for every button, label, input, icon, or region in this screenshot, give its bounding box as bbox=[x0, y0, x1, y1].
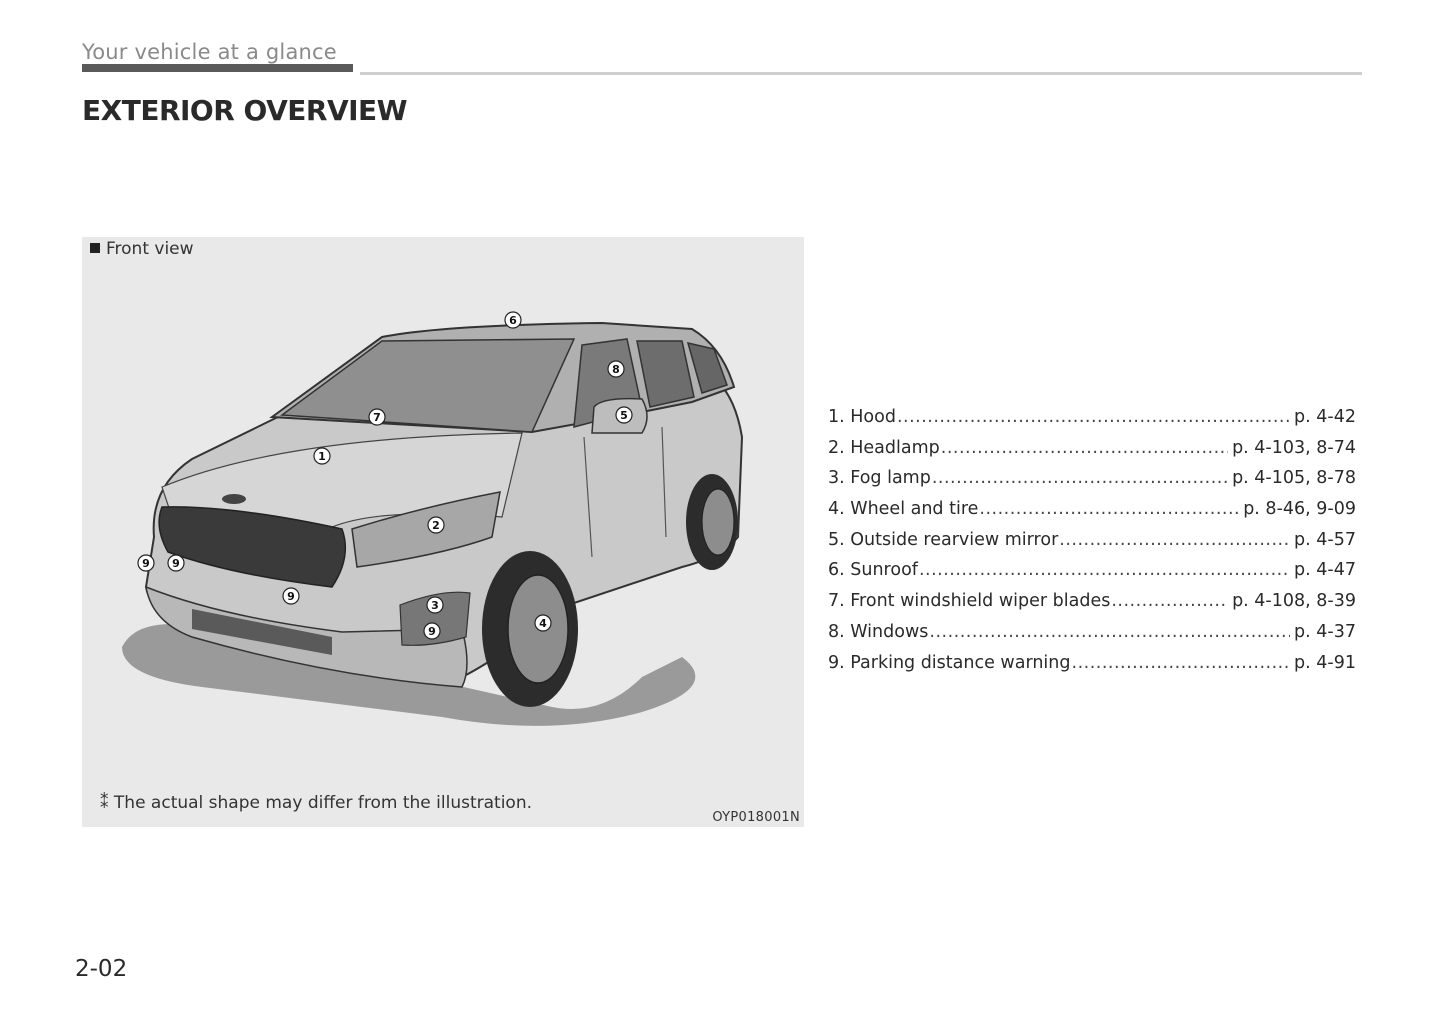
front-view-figure bbox=[82, 237, 804, 827]
svg-text:4: 4 bbox=[539, 617, 547, 630]
legend-item: 1. Hood ..... p. 4-42 bbox=[828, 407, 1356, 438]
callout-3 bbox=[427, 597, 443, 613]
callout-9d bbox=[424, 623, 440, 639]
figure-label-text: Front view bbox=[106, 239, 194, 259]
callout-9b bbox=[168, 555, 184, 571]
svg-text:9: 9 bbox=[428, 625, 436, 638]
svg-text:6: 6 bbox=[509, 314, 517, 327]
callout-7 bbox=[369, 409, 385, 425]
svg-text:1: 1 bbox=[318, 450, 326, 463]
legend-item: 9. Parking distance warning ..... p. 4-91 bbox=[828, 653, 1356, 684]
legend-item: 5. Outside rearview mirror ..... p. 4-57 bbox=[828, 530, 1356, 561]
minivan-illustration bbox=[82, 237, 804, 827]
callout-5 bbox=[616, 407, 632, 423]
callout-9a bbox=[138, 555, 154, 571]
legend-item: 8. Windows ..... p. 4-37 bbox=[828, 622, 1356, 653]
component-legend bbox=[828, 407, 1356, 683]
svg-text:3: 3 bbox=[431, 599, 439, 612]
callout-4 bbox=[535, 615, 551, 631]
svg-text:5: 5 bbox=[620, 409, 628, 422]
callout-8 bbox=[608, 361, 624, 377]
header-rule-dark bbox=[82, 64, 353, 72]
legend-item: 3. Fog lamp ..... p. 4-105, 8-78 bbox=[828, 468, 1356, 499]
svg-text:2: 2 bbox=[432, 519, 440, 532]
callout-1 bbox=[314, 448, 330, 464]
header-rule-light bbox=[360, 72, 1362, 75]
callout-6 bbox=[505, 312, 521, 328]
figure-label bbox=[90, 239, 194, 259]
figure-note: ⁑ The actual shape may differ from the illustration. bbox=[100, 793, 533, 813]
section-title: Your vehicle at a glance bbox=[82, 40, 337, 64]
legend-item: 4. Wheel and tire ..... p. 8-46, 9-09 bbox=[828, 499, 1356, 530]
svg-text:7: 7 bbox=[373, 411, 381, 424]
legend-item: 6. Sunroof ..... p. 4-47 bbox=[828, 560, 1356, 591]
svg-text:8: 8 bbox=[612, 363, 620, 376]
callout-2 bbox=[428, 517, 444, 533]
figure-code: OYP018001N bbox=[712, 810, 800, 825]
svg-text:9: 9 bbox=[287, 590, 295, 603]
callout-9c bbox=[283, 588, 299, 604]
legend-item: 7. Front windshield wiper blades ..... p. 4-108, 8-39 bbox=[828, 591, 1356, 622]
square-bullet-icon bbox=[90, 243, 100, 253]
svg-text:9: 9 bbox=[142, 557, 150, 570]
legend-item: 2. Headlamp ..... p. 4-103, 8-74 bbox=[828, 438, 1356, 469]
svg-text:9: 9 bbox=[172, 557, 180, 570]
page-title: EXTERIOR OVERVIEW bbox=[82, 94, 408, 127]
page-number: 2-02 bbox=[75, 956, 128, 982]
